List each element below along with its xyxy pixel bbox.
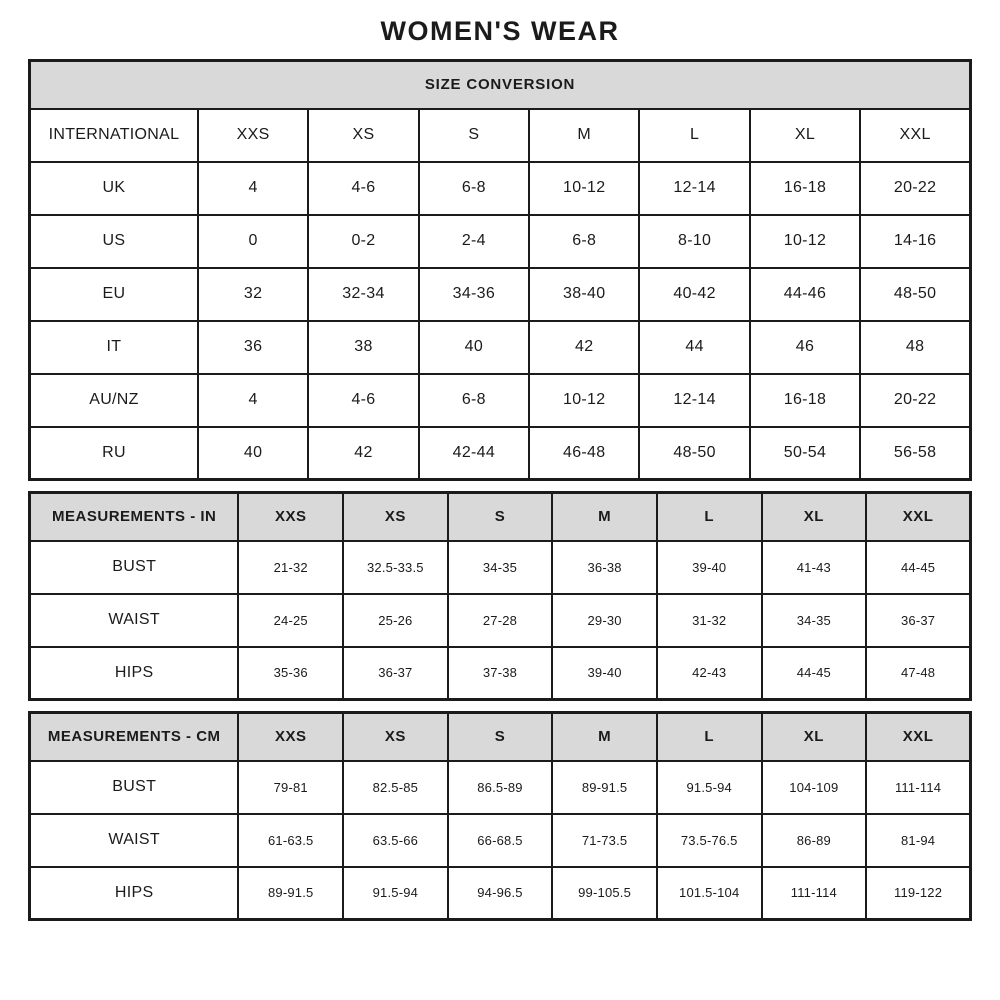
size_conversion-value-cell: 50-54 [750,427,860,480]
size_conversion-value-cell: 2-4 [419,215,529,268]
size_conversion-value-cell: 34-36 [419,268,529,321]
measurements_in-value-cell: 42-43 [657,647,762,700]
size_conversion-value-cell: 44 [639,321,749,374]
size_conversion-row-label: RU [30,427,198,480]
measurements_cm-label: MEASUREMENTS - CM [30,713,239,761]
measurements_in-value-cell: 32.5-33.5 [343,541,448,594]
size_conversion-value-cell: 6-8 [419,374,529,427]
measurements_cm-value-cell: 91.5-94 [343,867,448,920]
measurements_in-size-head: XXL [866,493,970,541]
size_conversion-row-label: IT [30,321,198,374]
measurements_cm-value-cell: 94-96.5 [448,867,553,920]
measurements_cm-value-cell: 101.5-104 [657,867,762,920]
measurements_cm-value-cell: 79-81 [238,761,343,814]
size_conversion-value-cell: 44-46 [750,268,860,321]
size_conversion-value-cell: 14-16 [860,215,970,268]
measurements_cm-size-head: XS [343,713,448,761]
measurements_cm-value-cell: 81-94 [866,814,970,867]
size_conversion-value-cell: 4 [198,374,308,427]
measurements_cm-value-cell: 111-114 [762,867,867,920]
measurements_in-value-cell: 34-35 [762,594,867,647]
measurements_cm-value-cell: 89-91.5 [552,761,657,814]
measurements_in-value-cell: 27-28 [448,594,553,647]
size_conversion-value-cell: 48 [860,321,970,374]
measurements-cm-table [28,711,972,921]
size_conversion-size-head: S [419,109,529,162]
measurements_cm-value-cell: 89-91.5 [238,867,343,920]
measurements_cm-size-head: S [448,713,553,761]
measurements_in-row-label: WAIST [30,594,239,647]
measurements_cm-value-cell: 99-105.5 [552,867,657,920]
measurements_in-value-cell: 36-38 [552,541,657,594]
size_conversion-value-cell: 38-40 [529,268,639,321]
measurements_cm-size-head: L [657,713,762,761]
size_conversion-value-cell: 40 [419,321,529,374]
size_conversion-value-cell: 46 [750,321,860,374]
size_conversion-row-au-nz [30,374,971,427]
size_conversion-value-cell: 20-22 [860,374,970,427]
measurements_in-row-label: HIPS [30,647,239,700]
size_conversion-value-cell: 6-8 [529,215,639,268]
size_conversion-value-cell: 12-14 [639,162,749,215]
measurements_in-size-head: XS [343,493,448,541]
measurements_in-size-head: S [448,493,553,541]
size_conversion-value-cell: 32-34 [308,268,418,321]
size_conversion-row-it [30,321,971,374]
measurements_cm-value-cell: 82.5-85 [343,761,448,814]
measurements_cm-size-head: XXL [866,713,970,761]
size_conversion-row-eu [30,268,971,321]
measurements_cm-row-label: WAIST [30,814,239,867]
measurements_cm-value-cell: 61-63.5 [238,814,343,867]
size_conversion-value-cell: 10-12 [529,162,639,215]
size_conversion-value-cell: 42 [308,427,418,480]
measurements_in-value-cell: 29-30 [552,594,657,647]
page-title: WOMEN'S WEAR [380,16,620,46]
size_conversion-columns-label: INTERNATIONAL [30,109,198,162]
size_conversion-value-cell: 10-12 [750,215,860,268]
measurements_in-value-cell: 44-45 [866,541,970,594]
size_conversion-size-head: XXS [198,109,308,162]
measurements_cm-value-cell: 63.5-66 [343,814,448,867]
size_conversion-value-cell: 4-6 [308,374,418,427]
measurements_in-value-cell: 35-36 [238,647,343,700]
size_conversion-header-row [30,109,971,162]
size_conversion-value-cell: 16-18 [750,162,860,215]
measurements_in-row-hips [30,647,971,700]
size_conversion-title-row [30,61,971,109]
measurements_in-label: MEASUREMENTS - IN [30,493,239,541]
measurements-in-table [28,491,972,701]
measurements_in-value-cell: 21-32 [238,541,343,594]
size_conversion-row-us [30,215,971,268]
measurements_in-size-head: L [657,493,762,541]
size_conversion-value-cell: 4 [198,162,308,215]
size_conversion-size-head: M [529,109,639,162]
measurements_cm-value-cell: 91.5-94 [657,761,762,814]
size_conversion-row-label: UK [30,162,198,215]
measurements_cm-header-row [30,713,971,761]
size_conversion-value-cell: 38 [308,321,418,374]
size_conversion-value-cell: 48-50 [860,268,970,321]
measurements_in-value-cell: 39-40 [552,647,657,700]
size_conversion-value-cell: 48-50 [639,427,749,480]
size_conversion-size-head: XS [308,109,418,162]
measurements_in-size-head: M [552,493,657,541]
size_conversion-value-cell: 46-48 [529,427,639,480]
measurements_cm-value-cell: 71-73.5 [552,814,657,867]
measurements_in-size-head: XL [762,493,867,541]
measurements_cm-value-cell: 119-122 [866,867,970,920]
measurements_cm-size-head: XXS [238,713,343,761]
measurements_cm-value-cell: 66-68.5 [448,814,553,867]
size_conversion-value-cell: 20-22 [860,162,970,215]
size_conversion-value-cell: 56-58 [860,427,970,480]
measurements_cm-value-cell: 73.5-76.5 [657,814,762,867]
measurements_cm-value-cell: 86-89 [762,814,867,867]
measurements_in-value-cell: 41-43 [762,541,867,594]
measurements_cm-row-bust [30,761,971,814]
measurements_in-row-bust [30,541,971,594]
size_conversion-row-uk [30,162,971,215]
measurements_in-size-head: XXS [238,493,343,541]
measurements_cm-row-label: HIPS [30,867,239,920]
measurements_in-row-waist [30,594,971,647]
size_conversion-size-head: L [639,109,749,162]
measurements_in-value-cell: 39-40 [657,541,762,594]
size_conversion-title: SIZE CONVERSION [30,61,971,109]
size-conversion-table [28,59,972,481]
measurements_cm-value-cell: 86.5-89 [448,761,553,814]
measurements_in-header-row [30,493,971,541]
measurements_cm-value-cell: 111-114 [866,761,970,814]
measurements_cm-row-waist [30,814,971,867]
size_conversion-value-cell: 16-18 [750,374,860,427]
measurements_in-value-cell: 31-32 [657,594,762,647]
size_conversion-value-cell: 4-6 [308,162,418,215]
measurements_cm-row-label: BUST [30,761,239,814]
size_conversion-value-cell: 40 [198,427,308,480]
size_conversion-value-cell: 40-42 [639,268,749,321]
size_conversion-value-cell: 42-44 [419,427,529,480]
size_conversion-row-label: AU/NZ [30,374,198,427]
measurements_in-row-label: BUST [30,541,239,594]
measurements_in-value-cell: 44-45 [762,647,867,700]
size_conversion-value-cell: 32 [198,268,308,321]
measurements_cm-row-hips [30,867,971,920]
size_conversion-row-label: US [30,215,198,268]
size_conversion-size-head: XXL [860,109,970,162]
size_conversion-value-cell: 10-12 [529,374,639,427]
size_conversion-value-cell: 6-8 [419,162,529,215]
measurements_in-value-cell: 25-26 [343,594,448,647]
measurements_cm-size-head: XL [762,713,867,761]
measurements_cm-value-cell: 104-109 [762,761,867,814]
size_conversion-row-label: EU [30,268,198,321]
size_conversion-value-cell: 42 [529,321,639,374]
measurements_in-value-cell: 34-35 [448,541,553,594]
measurements_in-value-cell: 37-38 [448,647,553,700]
size_conversion-value-cell: 36 [198,321,308,374]
size_conversion-value-cell: 0-2 [308,215,418,268]
measurements_in-value-cell: 47-48 [866,647,970,700]
size_conversion-row-ru [30,427,971,480]
measurements_in-value-cell: 36-37 [343,647,448,700]
size_conversion-value-cell: 8-10 [639,215,749,268]
size_conversion-value-cell: 0 [198,215,308,268]
measurements_in-value-cell: 24-25 [238,594,343,647]
size_conversion-value-cell: 12-14 [639,374,749,427]
measurements_in-value-cell: 36-37 [866,594,970,647]
measurements_cm-size-head: M [552,713,657,761]
size_conversion-size-head: XL [750,109,860,162]
